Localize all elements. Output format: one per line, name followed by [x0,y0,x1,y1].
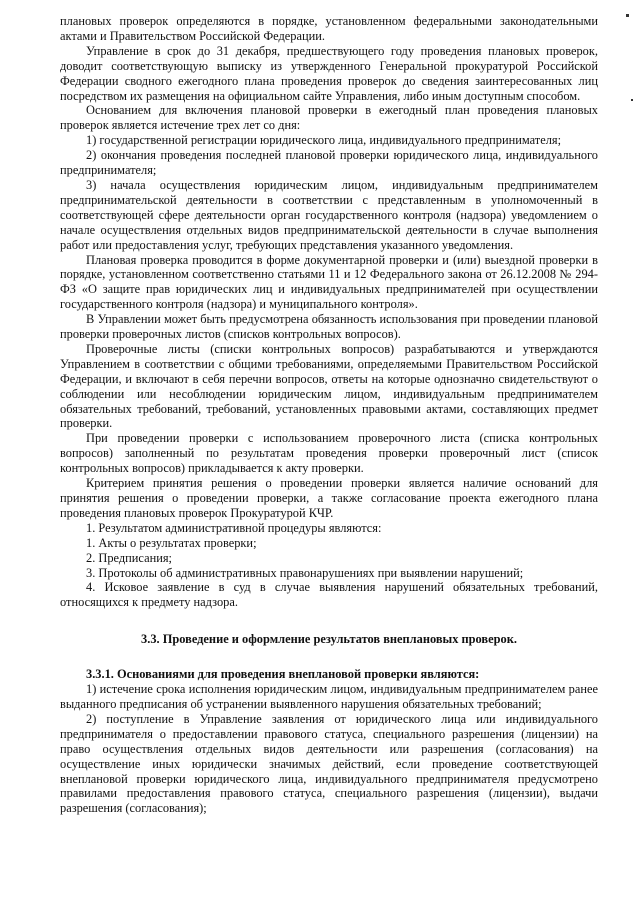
subheading-text: 3.3.1. Основаниями для проведения внеплановой проверки являются: [86,667,480,682]
paragraph-checklists: Проверочные листы (списки контрольных вопросов) разрабатываются и утверждаются Управлением в соответствии с общими требованиями, определяемыми Правительством Российской Федерации, и включают в себя перечни вопросов, ответы на которые однозначно свидетельствуют о соблюдении или несоблюдении юридическим лицом, индивидуальным предпринимателем обязательных требований, требований, установленных правовыми актами, составляющих предмет проверки. [60,341,598,431]
paragraph-criterion: Критерием принятия решения о проведении проверки является наличие оснований для принятия решения о проведении проверки, а также согласование проекта ежегодного плана проведения плановых проверок Прокуратурой КЧР. [60,476,598,520]
ground-item: 2) поступление в Управление заявления от юридического лица или индивидуального предпринимателя о предоставлении правового статуса, специального разрешения (лицензии) на право осуществления отдельных видов деятельности или разрешения (согласования) на осуществление иных юридически значимых действий, если проведение соответствующей внеплановой проверки юридического лица, индивидуального предпринимателя предусмотрено правилами предоставления правового статуса, специального разрешения (лицензии), выдачи разрешения (согласования); [60,711,598,816]
list-item: 1. Результатом административной процедуры являются: [86,520,382,535]
document-page [60,14,598,816]
paragraph-form: Плановая проверка проводится в форме документарной проверки и (или) выездной проверки в порядке, установленном соответственно статьями 11 и 12 Федерального закона от 26.12.2008 № 294-ФЗ «О защите прав юридических лиц и индивидуальных предпринимателей при осуществлении государственного контроля (надзора) и муниципального контроля». [60,252,598,312]
list-item: 3) начала осуществления юридическим лицом, индивидуальным предпринимателем предпринимательской деятельности в соответствии с представленным в уполномоченный в соответствующей сфере деятельности орган государственного контроля (надзора) уведомлением о начале осуществления отдельных видов предпринимательской деятельности в случае выполнения работ или предоставления услуг, требующих представления указанного уведомления. [60,177,598,252]
list-item: 2) окончания проведения последней плановой проверки юридического лица, индивидуального предпринимателя; [60,148,598,178]
list-item: 1. Акты о результатах проверки; [86,535,257,550]
paragraph-checklist-attach: При проведении проверки с использованием проверочного листа (списка контрольных вопросов) заполненный по результатам проведения проверки проверочный лист (список контрольных вопросов) прикладывается к акту проверки. [60,431,598,476]
scan-mark-side [631,99,633,101]
list-item: 1) государственной регистрации юридического лица, индивидуального предпринимателя; [86,133,562,148]
paragraph-intro: плановых проверок определяются в порядке, установленном федеральными законодательными актами и Правительством Российской Федерации. [60,14,598,43]
list-item: 3. Протоколы об административных правонарушениях при выявлении нарушений; [86,565,524,580]
paragraph-deadline: Управление в срок до 31 декабря, предшествующего году проведения плановых проверок, доводит соответствующую выписку из утвержденного Генеральной прокуратурой Российской Федерации сводного ежегодного плана проведения проверок до сведения заинтересованных лиц посредством их размещения на официальном сайте Управления, либо иным доступным способом. [60,43,598,103]
paragraph-basis: Основанием для включения плановой проверки в ежегодный план проведения плановых проверок является истечение трех лет со дня: [60,103,598,133]
section-heading: 3.3. Проведение и оформление результатов внеплановых проверок. [141,632,517,647]
ground-item: 1) истечение срока исполнения юридическим лицом, индивидуальным предпринимателем ранее выданного предписания об устранении выявленного нарушения обязательных требований; [60,682,598,711]
subheading [60,667,598,682]
scan-mark-top [626,14,629,17]
list-item: 4. Исковое заявление в суд в случае выявления нарушений обязательных требований, относящихся к предмету надзора. [60,580,598,610]
paragraph-checklists-duty: В Управлении может быть предусмотрена обязанность использования при проведении плановой проверки проверочных листов (списков контрольных вопросов). [60,312,598,342]
list-item: 2. Предписания; [86,550,172,565]
